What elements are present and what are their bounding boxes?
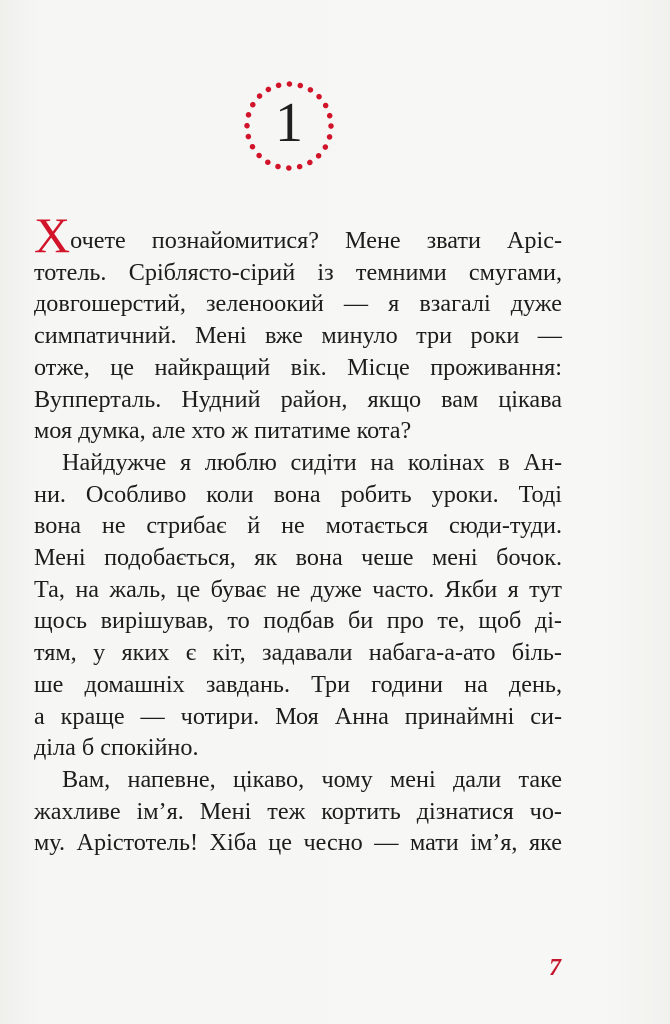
text-line: Вам, напевне, цікаво, чому мені дали таке <box>62 765 562 793</box>
text-line: щось вирішував, то подбав би про те, щоб ді- <box>34 607 562 635</box>
text-line <box>34 207 562 263</box>
paragraph-1 <box>34 207 562 447</box>
chapter-number: 1 <box>275 92 303 154</box>
text-line: вона не стрибає й не мотається сюди-туди. <box>34 512 562 540</box>
drop-cap: Х <box>34 207 71 263</box>
chapter-badge <box>242 79 336 173</box>
text-line: ни. Особливо коли вона робить уроки. Тоді <box>34 480 562 508</box>
text-line: діла б спокійно. <box>34 734 199 762</box>
text-line: му. Арістотель! Хіба це чесно — мати ім’я, яке <box>34 829 562 857</box>
text-line: тям, у яких є кіт, задавали набага-а-ато біль- <box>34 639 562 667</box>
text-line-content: очете познайомитися? Мене звати Аріс- <box>70 227 562 254</box>
text-line: тотель. Сріблясто-сірий із темними смугами, <box>34 258 562 286</box>
text-line: Та, на жаль, це буває не дуже часто. Якби я тут <box>34 575 562 603</box>
text-line: довгошерстий, зеленоокий — я взагалі дуже <box>34 290 562 318</box>
text-line: Найдужче я люблю сидіти на колінах в Ан- <box>62 448 562 476</box>
text-line: ше домашніх завдань. Три години на день, <box>34 670 562 698</box>
paragraph-3 <box>34 764 562 859</box>
paragraph-2 <box>34 447 562 764</box>
text-line: а краще — чотири. Моя Анна принаймні си- <box>34 702 562 730</box>
text-line: Мені подобається, як вона чеше мені бочок. <box>34 544 562 572</box>
text-line: моя думка, але хто ж питатиме кота? <box>34 417 412 445</box>
text-line: симпатичний. Мені вже минуло три роки — <box>34 322 562 350</box>
text-line: Вупперталь. Нудний район, якщо вам цікава <box>34 385 562 413</box>
text-line: жахливе ім’я. Мені теж кортить дізнатися чо- <box>34 797 562 825</box>
text-line: отже, це найкращий вік. Місце проживання: <box>34 353 562 381</box>
page-number: 7 <box>549 955 561 981</box>
body-text <box>34 207 562 859</box>
